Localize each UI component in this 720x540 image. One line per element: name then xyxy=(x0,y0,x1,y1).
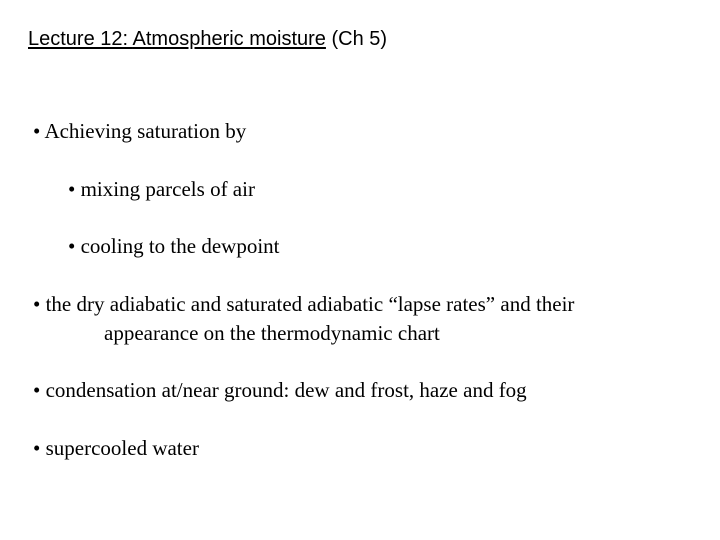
bullet-lapse-rates: • the dry adiabatic and saturated adiabatic “lapse rates” and their xyxy=(33,292,575,316)
sub-bullet-cooling-dewpoint: • cooling to the dewpoint xyxy=(68,234,280,258)
title-topic: Atmospheric moisture xyxy=(132,28,326,50)
bullet-condensation: • condensation at/near ground: dew and frost, haze and fog xyxy=(33,378,527,402)
title-chapter: (Ch 5) xyxy=(325,28,388,50)
bullet-lapse-rates-continuation: appearance on the thermodynamic chart xyxy=(104,321,440,345)
sub-bullet-mixing-parcels: • mixing parcels of air xyxy=(68,177,255,201)
slide-title xyxy=(28,28,387,51)
bullet-supercooled-water: • supercooled water xyxy=(33,436,199,460)
bullet-achieving-saturation: • Achieving saturation by xyxy=(33,119,247,143)
title-lecture-number: Lecture 12: xyxy=(28,28,133,50)
